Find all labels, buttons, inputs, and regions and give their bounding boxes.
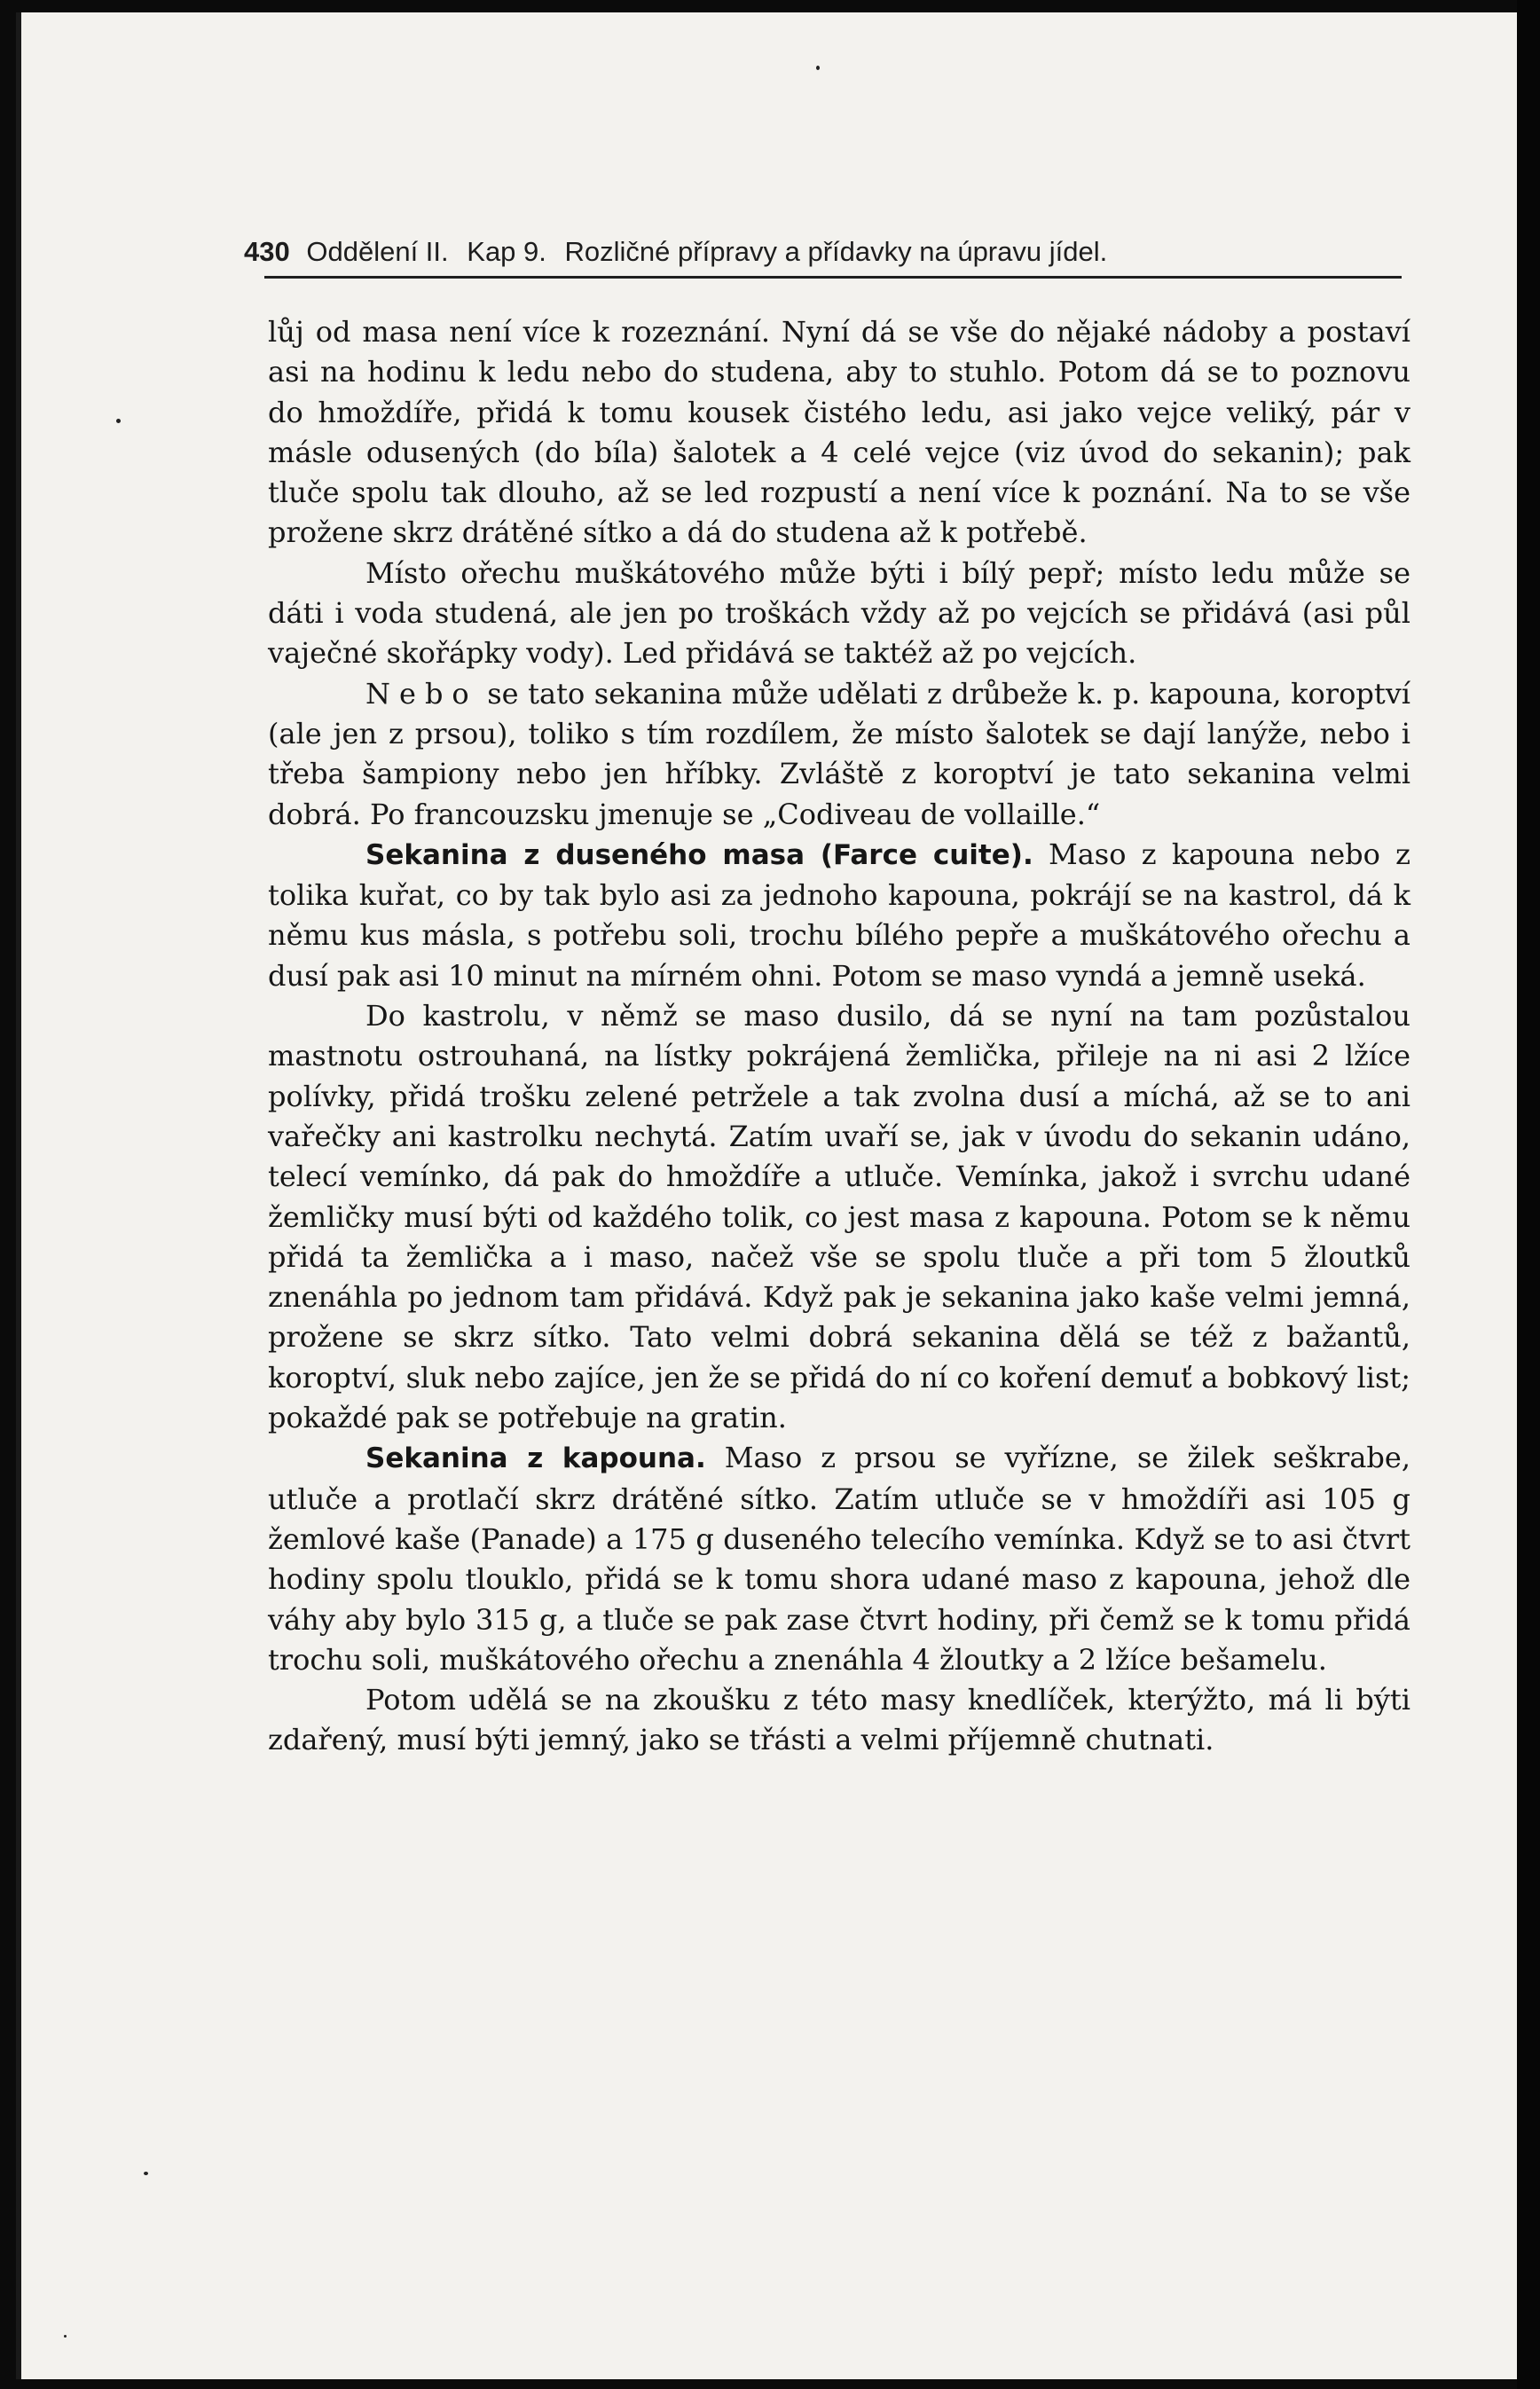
page-body [268,312,1410,1761]
chapter-label: Kap 9. [467,236,546,267]
section-label: Oddělení II. [306,236,449,267]
scan-edge-shadow [1517,0,1540,2389]
paragraph-text: Potom udělá se na zkoušku z této masy knedlíček, kterýžto, má li býti zdařený, musí býti jemný, jako se třásti a velmi příjemně chutnati. [268,1683,1410,1757]
paragraph-text: Místo ořechu muškátového může býti i bílý pepř; místo ledu může se dáti i voda studená, ale jen po troškách vždy až po vejcích se přidává (asi půl vaječné skořápky vody). Led přidává se taktéž až po vejcích. [268,555,1410,671]
paragraph [268,996,1410,1438]
scan-speck [116,419,121,423]
scan-speck [144,2172,148,2175]
paragraph [268,1680,1410,1761]
header-rule [264,276,1402,279]
scan-speck [816,66,820,70]
paragraph-text: Maso z kapouna nebo z tolika kuřat, co by tak bylo asi za jednoho kapouna, pokrájí se na kastrol, dá k němu kus másla, s potřebu soli, trochu bílého pepře a muškátového ořechu a dusí pak asi 10 minut na mírném ohni. Potom se maso vyndá a jemně useká. [268,837,1411,993]
paragraph [268,835,1410,996]
paragraph-text: Maso z prsou se vyřízne, se žilek seškrabe, utluče a protlačí skrz drátěné sítko. Zatím utluče se v hmoždíři asi 105 g žemlové kaše (Panade) a 175 g duseného telecího vemínka. Když se to asi čtvrt hodiny spolu tlouklo, přidá se k tomu shora udané maso z kapouna, jehož dle váhy aby bylo 315 g, a tluče se pak zase čtvrt hodiny, při čemž se k tomu přidá trochu soli, muškátového ořechu a znenáhla 4 žloutky a 2 lžíce bešamelu. [268,1441,1410,1677]
scan-speck [64,2335,67,2338]
chapter-title: Rozličné přípravy a přídavky na úpravu jídel. [564,236,1108,267]
paragraph [268,1438,1410,1680]
spaced-emphasis: Nebo [365,676,478,711]
recipe-heading: Sekanina z kapouna. [365,1442,706,1475]
paragraph-text: lůj od masa není více k rozeznání. Nyní dá se vše do nějaké nádoby a postaví asi na hodinu k ledu nebo do studena, aby to stuhlo. Potom dá se to poznovu do hmoždíře, přidá k tomu kousek čistého ledu, asi jako vejce veliký, pár v másle odusených (do bíla) šalotek a 4 celé vejce (viz úvod do sekanin); pak tluče spolu tak dlouho, až se led rozpustí a není více k poznání. Na to se vše prožene skrz drátěné sítko a dá do studena až k potřebě. [268,315,1410,550]
paragraph [268,554,1410,674]
paragraph-text: se tato sekanina může udělati z drůbeže k. p. kapouna, koroptví (ale jen z prsou), toliko s tím rozdílem, že místo šalotek se dají lanýže, nebo i třeba šampiony nebo jen hříbky. Zvláště z koroptví je tato sekanina velmi dobrá. Po francouzsku jmenuje se „Codiveau de vollaille.“ [268,676,1410,831]
paragraph-text: Do kastrolu, v němž se maso dusilo, dá se nyní na tam pozůstalou mastnotu ostrouhaná, na lístky pokrájená žemlička, přileje na ni asi 2 lžíce polívky, přidá trošku zelené petržele a tak zvolna dusí a míchá, až se to ani vařečky ani kastrolku nechytá. Zatím uvaří se, jak v úvodu do sekanin udáno, telecí vemínko, dá pak do hmoždíře a utluče. Vemínka, jakož i svrchu udané žemličky musí býti od každého tolik, co jest masa z kapouna. Potom se k němu přidá ta žemlička a i maso, načež vše se spolu tluče a při tom 5 žloutků znenáhla po jednom tam přidává. Když pak je sekanina jako kaše velmi jemná, prožene se skrz sítko. Tato velmi dobrá sekanina dělá se též z bažantů, koroptví, sluk nebo zajíce, jen že se přidá do ní co koření demuť a bobkový list; pokaždé pak se potřebuje na gratin. [268,999,1410,1435]
paragraph [268,312,1410,554]
running-header [244,227,1406,277]
recipe-heading: Sekanina z duseného masa (Farce cuite). [365,838,1033,871]
page-number: 430 [244,236,290,267]
paragraph [268,674,1410,835]
